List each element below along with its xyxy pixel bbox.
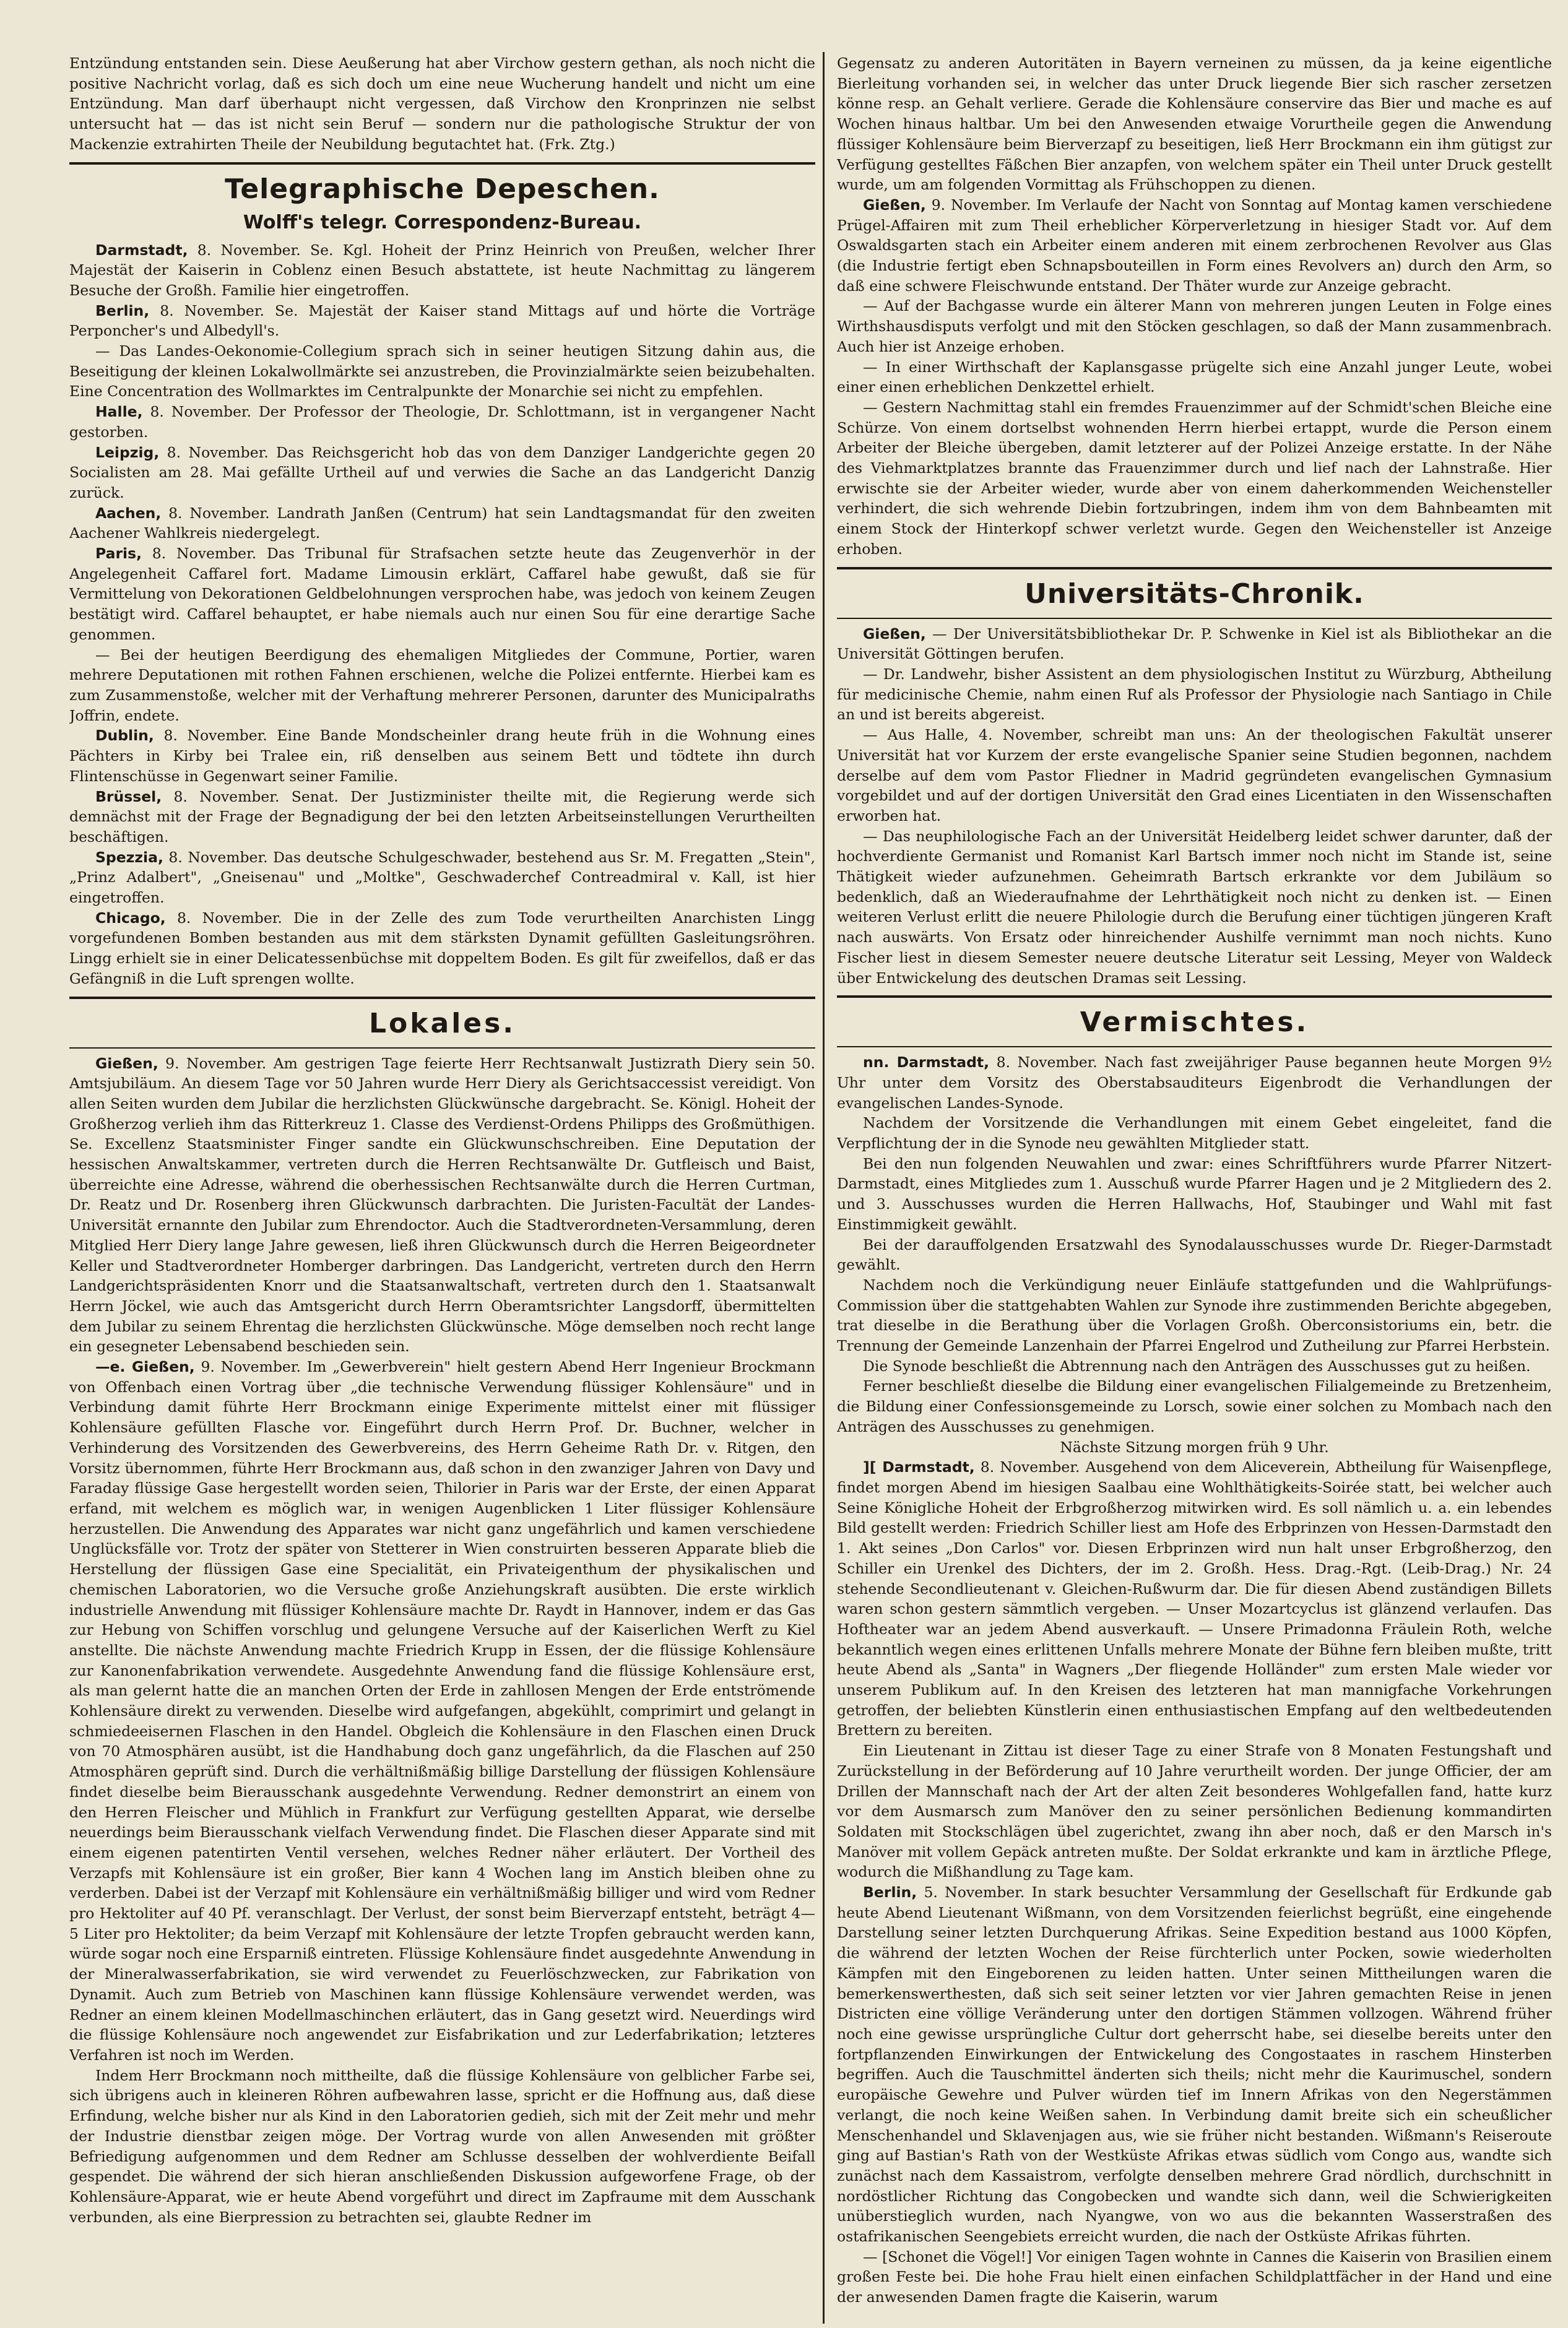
dateline: Gießen, bbox=[863, 196, 926, 214]
dateline: Halle, bbox=[95, 403, 143, 421]
article-paragraph bbox=[837, 195, 1552, 296]
paragraph-text: 8. November. Eine Bande Mondscheinler drang heute früh in die Wohnung eines Pächters in Kirby bei Tralee ein, riß denselben aus seinem Bett und tödtete ihn durch Flintenschüsse in Gegenwart seiner Familie. bbox=[69, 727, 815, 785]
paragraph-text: — Aus Halle, 4. November, schreibt man uns: An der theologischen Fakultät unserer Universität hat vor Kurzem der erste evangelische Spanier seine Studien begonnen, nachdem derselbe auf dem vom Pastor Fliedner in Madrid gegründeten evangelischen Gymnasium vorgebildet und auf der dortigen Universität den Grad eines Licentiaten in den Wissenschaften erworben hat. bbox=[837, 726, 1552, 824]
vermischtes-heading: Vermischtes. bbox=[1080, 1006, 1309, 1039]
section-divider bbox=[837, 618, 1552, 619]
article-paragraph bbox=[69, 53, 815, 155]
paragraph-text: 8. November. Landrath Janßen (Centrum) hat sein Landtagsmandat für den zweiten Aachener Wahlkreis niedergelegt. bbox=[69, 504, 815, 542]
article-paragraph bbox=[837, 53, 1552, 195]
article-paragraph bbox=[69, 402, 815, 442]
dateline: Berlin, bbox=[95, 301, 150, 319]
telegraph-section bbox=[69, 240, 815, 989]
article-paragraph bbox=[69, 847, 815, 908]
article-paragraph bbox=[837, 664, 1552, 725]
paragraph-text: 8. November. Ausgehend von dem Aliceverein, Abtheilung für Waisenpflege, findet morgen Abend im hiesigen Saalbau eine Wohlthätigkeits-Soirée statt, bei welcher auch Seine Königliche Hoheit der Erbgroßherzog mitwirken wird. Es soll nämlich u. a. ein lebendes Bild gestellt werden: Friedrich Schiller liest am Hofe des Erbprinzen von Hessen-Darmstadt den 1. Akt seines „Don Carlos" vor. Diesen Erbprinzen wird nun halt unser Erbgroßherzog, den Schiller ein Urenkel des Dichters, der im 2. Großh. Hess. Drag.-Rgt. (Leib-Drag.) Nr. 24 stehende Secondlieutenant v. Gleichen-Rußwurm dar. Die für diesen Abend zuständigen Billets waren schon gestern sämmtlich vergeben. — Unser Mozartcyclus ist glänzend verlaufen. Das Hoftheater war an jedem Abend ausverkauft. — Unsere Primadonna Fräulein Roth, welche bekanntlich wegen eines erlittenen Unfalls mehrere Monate der Bühne fern bleiben mußte, tritt heute Abend als „Santa" in Wagners „Der fliegende Holländer" zum ersten Male wieder vor unserem Publikum auf. In den Kreisen des letzteren hat man mannigfache Vorkehrungen getroffen, der beliebten Künstlerin einen enthusiastischen Empfang auf den weltbedeutenden Brettern zu bereiten. bbox=[837, 1458, 1552, 1739]
dateline: Gießen, bbox=[95, 1054, 158, 1072]
article-paragraph bbox=[837, 1275, 1552, 1356]
paragraph-text: Nachdem der Vorsitzende die Verhandlungen mit einem Gebet eingeleitet, fand die Verpflichtung der in die Synode neu gewählten Mitglieder statt. bbox=[837, 1114, 1552, 1153]
article-paragraph bbox=[837, 1356, 1552, 1377]
dateline: Berlin, bbox=[863, 1884, 917, 1902]
section-divider bbox=[69, 1047, 815, 1049]
telegraph-heading: Telegraphische Depeschen. bbox=[225, 173, 660, 205]
article-paragraph bbox=[69, 543, 815, 645]
article-paragraph bbox=[837, 1376, 1552, 1437]
article-paragraph bbox=[837, 1882, 1552, 2247]
paragraph-text: — Das neuphilologische Fach an der Universität Heidelberg leidet schwer darunter, daß der hochverdiente Germanist und Romanist Karl Bartsch immer noch nicht im Stande ist, seine Thätigkeit wieder aufzunehmen. Geheimrath Bartsch erkrankte vor dem Jubiläum so bedenklich, daß an Wiederaufnahme der Lehrthätigkeit noch nicht zu denken ist. — Einen weiteren Verlust erlitt die neuere Philologie durch die Berufung einer tüchtigen jüngeren Kraft nach auswärts. Von Ersatz oder hinreichender Aushilfe vernimmt man noch nichts. Kuno Fischer liest in diesem Semester neuere deutsche Literatur seit Lessing, Meyer von Waldeck über Entwickelung des deutschen Dramas seit Lessing. bbox=[837, 827, 1552, 987]
paragraph-text: Nachdem noch die Verkündigung neuer Einläufe stattgefunden und die Wahlprüfungs-Commission über die stattgehabten Wahlen zur Synode ihre zustimmenden Berichte abgegeben, trat dieselbe in die Berathung über die Vorlagen Großh. Oberconsistoriums ein, betr. die Trennung der Gemeinde Lanzenhain der Pfarrei Engelrod und Zutheilung zur Pfarrei Herbstein. bbox=[837, 1276, 1552, 1355]
paragraph-text: — Bei der heutigen Beerdigung des ehemaligen Mitgliedes der Commune, Portier, waren mehrere Deputationen mit rothen Fahnen erschienen, welche die Polizei entfernte. Hierbei kam es zum Zusammenstoße, welcher mit der Verhaftung mehrerer Personen, darunter des Municipalraths Joffrin, endete. bbox=[69, 646, 815, 724]
paragraph-text: 9. November. Am gestrigen Tage feierte Herr Rechtsanwalt Justizrath Diery sein 50. Amtsjubiläum. An diesem Tage vor 50 Jahren wurde Herr Diery als Gerichtsaccessist vereidigt. Von allen Seiten wurden dem Jubilar die herzlichsten Glückwünsche dargebracht. Se. Königl. Hoheit der Großherzog verlieh ihm das Ritterkreuz 1. Classe des Verdienst-Ordens Philipps des Großmüthigen. Se. Excellenz Staatsminister Finger sandte ein Glückwunschschreiben. Eine Deputation der hessischen Anwaltskammer, vertreten durch die Herren Rechtsanwälte Dr. Gutfleisch und Baist, überreichte eine Adresse, während die oberhessischen Rechtsanwälte durch die Herren Curtman, Dr. Reatz und Dr. Rosenberg ihren Glückwunsch darbrachten. Die Juristen-Facultät der Landes-Universität ernannte den Jubilar zum Ehrendoctor. Auch die Stadtverordneten-Versammlung, deren Mitglied Herr Diery lange Jahre gewesen, ließ ihren Glückwunsch durch die Herren Beigeordneter Keller und Stadtverordneter Homberger darbringen. Das Landgericht, vertreten durch den Herrn Landgerichtspräsidenten Knorr und die Staatsanwaltschaft, vertreten durch den 1. Staatsanwalt Herrn Jöckel, wie auch das Amtsgericht durch Herrn Oberamtsrichter Langsdorff, übermittelten dem Jubilar zu seinem Ehrentag die herzlichsten Glückwünsche. Möge demselben noch recht lange ein gesegneter Lebensabend beschieden sein. bbox=[69, 1054, 815, 1356]
dateline: nn. Darmstadt, bbox=[863, 1054, 990, 1071]
article-paragraph bbox=[837, 357, 1552, 397]
article-paragraph bbox=[69, 645, 815, 726]
column-rule bbox=[823, 52, 825, 2324]
article-paragraph bbox=[69, 1054, 815, 1357]
paragraph-text: 8. November. Der Professor der Theologie, Dr. Schlottmann, ist in vergangener Nacht gestorben. bbox=[69, 403, 815, 441]
article-paragraph bbox=[837, 1052, 1552, 1113]
paragraph-text: Bei der darauffolgenden Ersatzwahl des Synodalausschusses wurde Dr. Rieger-Darmstadt gewählt. bbox=[837, 1235, 1552, 1274]
paragraph-text: — Der Universitätsbibliothekar Dr. P. Schwenke in Kiel ist als Bibliothekar an die Universität Göttingen berufen. bbox=[837, 625, 1552, 663]
dateline: —e. Gießen, bbox=[95, 1358, 195, 1376]
article-paragraph bbox=[69, 240, 815, 301]
dateline: Dublin, bbox=[95, 727, 154, 745]
article-paragraph bbox=[69, 301, 815, 341]
intro-article bbox=[69, 53, 815, 155]
dateline: Chicago, bbox=[95, 909, 166, 927]
paragraph-text: 8. November. Das Tribunal für Strafsachen setzte heute das Zeugenverhör in der Angelegenheit Caffarel fort. Madame Limousin erklärt, Caffarel habe gewußt, daß sie für Vermittelung von Dekorationen Geldbelohnungen versprochen habe, was jedoch von keinem Zeugen bestätigt wird. Caffarel behauptet, er habe niemals auch nur einen Sou für eine derartige Sache genommen. bbox=[69, 545, 815, 643]
paragraph-text: — Das Landes-Oekonomie-Collegium sprach sich in seiner heutigen Sitzung dahin aus, die Beseitigung der kleinen Lokalwollmärkte sei anzustreben, die Provinzialmärkte seien beizubehalten. Eine Concentration des Wollmarktes im Centralpunkte der Monarchie sei nicht zu empfehlen. bbox=[69, 342, 815, 400]
right-column bbox=[837, 53, 1552, 2316]
chronik-section bbox=[837, 624, 1552, 989]
article-paragraph bbox=[69, 725, 815, 786]
article-paragraph bbox=[837, 826, 1552, 989]
article-paragraph bbox=[837, 296, 1552, 357]
paragraph-text: 5. November. In stark besuchter Versammlung der Gesellschaft für Erdkunde gab heute Abend Lieutenant Wißmann, von dem Vorsitzenden feierlichst begrüßt, eine eingehende Darstellung seiner letzten Durchquerung Afrikas. Seine Expedition bestand aus 1000 Köpfen, die während der letzten Wochen der Reise fürchterlich unter Pocken, sowie wiederholten Kämpfen mit den Eingeborenen zu leiden hatten. Unter seinen Mittheilungen waren die bemerkenswerthesten, daß sich seit seiner letzten vor vier Jahren gemachten Reise in jenen Districten eine völlige Veränderung unter den dortigen Stämmen vollzogen. Während früher noch eine gewisse ursprüngliche Cultur dort geherrscht habe, sei dieselbe bereits unter den fortpflanzenden Einwirkungen der Entwickelung des Congostaates in raschem Hinsterben begriffen. Auch die Tauschmittel änderten sich theils; nicht mehr die Kaurimuschel, sondern europäische Gewehre und Pulver würden tief im Innern Afrikas von den Negerstämmen verlangt, die noch keine Weißen sahen. In Verbindung damit breite sich ein scheußlicher Menschenhandel und Sklavenjagen aus, wie sie früher nicht bestanden. Wißmann's Reiseroute ging auf Bastian's Rath von der Westküste Afrikas etwas südlich vom Congo aus, wandte sich zunächst nach dem Kassaistrom, verfolgte denselben mehrere Grad nördlich, durchschnitt in nordöstlicher Richtung das Congobecken und wandte sich dann, weil die Schwierigkeiten unüberstieglich wurden, nach Nyangwe, von wo aus die bekannten Wasserstraßen des ostafrikanischen Seengebiets erreicht wurden, die nach der Ostküste Afrikas führten. bbox=[837, 1884, 1552, 2246]
article-paragraph bbox=[69, 2066, 815, 2228]
article-paragraph bbox=[837, 624, 1552, 664]
article-paragraph bbox=[837, 2247, 1552, 2308]
paragraph-text: Die Synode beschließt die Abtrennung nach den Anträgen des Ausschusses gut zu heißen. bbox=[863, 1357, 1531, 1375]
paragraph-text: Bei den nun folgenden Neuwahlen und zwar: eines Schriftführers wurde Pfarrer Nitzert-Darmstadt, eines Mitgliedes zum 1. Ausschuß wurde Pfarrer Hagen und je 2 Mitgliedern des 2. und 3. Ausschusses wurden die Herren Hallwachs, Hof, Staubinger und Wahl mit fast Einstimmigkeit gewählt. bbox=[837, 1154, 1552, 1233]
paragraph-text: Indem Herr Brockmann noch mittheilte, daß die flüssige Kohlensäure von gelblicher Farbe sei, sich übrigens auch in kleineren Röhren aufbewahren lasse, spricht er die Hoffnung aus, daß diese Erfindung, welche bisher nur als Kind in den Laboratorien gedieh, sich mit der Zeit mehr und mehr der Industrie dienstbar zeigen möge. Der Vortrag wurde von allen Anwesenden mit größter Befriedigung aufgenommen und dem Redner am Schlusse desselben der wohlverdiente Beifall gespendet. Die während der sich hieran anschließenden Diskussion aufgeworfene Frage, ob der Kohlensäure-Apparat, wie er heute Abend vorgeführt und direct im Zapfraume mit dem Ausschank verbunden, als eine Bierpression zu betrachten sei, glaubte Redner im bbox=[69, 2066, 815, 2226]
section-divider bbox=[837, 995, 1552, 998]
article-paragraph bbox=[69, 503, 815, 543]
paragraph-text: Gegensatz zu anderen Autoritäten in Bayern verneinen zu müssen, da ja keine eigentliche Bierleitung vorhanden sei, in welcher das unter Druck liegende Bier sich rascher zersetzen könne resp. an Gehalt verliere. Gerade die Kohlensäure conservire das Bier und mache es auf Wochen hinaus haltbar. Um bei den Anwesenden etwaige Vorurtheile gegen die Anwendung flüssiger Kohlensäure beim Bierverzapf zu beseitigen, ließ Herr Brockmann ein ihm gütigst zur Verfügung gestelltes Fäßchen Bier anzapfen, von welchem später ein Theil unter Druck gestellt wurde, um am folgenden Vormittag als Frühschoppen zu dienen. bbox=[837, 54, 1552, 194]
dateline: Gießen, bbox=[863, 625, 926, 643]
article-paragraph bbox=[837, 1437, 1552, 1458]
dateline: Leipzig, bbox=[95, 443, 160, 461]
dateline: Darmstadt, bbox=[95, 241, 188, 259]
paragraph-text: 8. November. Die in der Zelle des zum Tode verurtheilten Anarchisten Lingg vorgefundenen Bomben bestanden aus mit dem stärksten Dynamit gefüllten Gasleitungsröhren. Lingg erhielt sie in einer Delicatessenbüchse mit doppeltem Boden. Es gilt für zweifellos, daß er das Gefängniß in die Luft sprengen wollte. bbox=[69, 909, 815, 987]
paragraph-text: — [Schonet die Vögel!] Vor einigen Tagen wohnte in Cannes die Kaiserin von Brasilien einem großen Feste bei. Die hohe Frau hielt einen einfachen Schildplattfächer in der Hand und eine der anwesenden Damen fragte die Kaiserin, warum bbox=[837, 2248, 1552, 2306]
lokales-heading: Lokales. bbox=[368, 1007, 516, 1039]
paragraph-text: — Gestern Nachmittag stahl ein fremdes Frauenzimmer auf der Schmidt'schen Bleiche eine Schürze. Von einem dortselbst wohnenden Herrn hierbei ertappt, wurde die Person einem Arbeiter der Bleiche übergeben, damit letzterer auf der Polizei Anzeige erstatte. In der Nähe des Viehmarktplatzes brannte das Frauenzimmer durch und lief nach der Lahnstraße. Hier erwischte sie der Arbeiter wieder, wurde aber von einem daherkommenden Weichensteller verhindert, die sich wehrende Diebin fortzubringen, indem ihm von dem Bahnbeamten mit einem Stock der Hinterkopf schwer verletzt wurde. Gegen den Weichensteller ist Anzeige erhoben. bbox=[837, 398, 1552, 558]
article-paragraph bbox=[69, 341, 815, 402]
article-paragraph bbox=[837, 397, 1552, 560]
dateline: ][ Darmstadt, bbox=[863, 1458, 975, 1476]
dateline: Brüssel, bbox=[95, 787, 162, 805]
paragraph-text: Nächste Sitzung morgen früh 9 Uhr. bbox=[1060, 1438, 1329, 1456]
dateline: Spezzia, bbox=[95, 848, 163, 866]
paragraph-text: 8. November. Nach fast zweijähriger Pause begannen heute Morgen 9½ Uhr unter dem Vorsitz des Oberstabsauditeurs Eigenbrodt die Verhandlungen der evangelischen Landes-Synode. bbox=[837, 1054, 1552, 1112]
lokales-section bbox=[69, 1054, 815, 2228]
paragraph-text: 8. November. Senat. Der Justizminister theilte mit, die Regierung werde sich demnächst mit der Frage der Begnadigung der bei den letzten Arbeitseinstellungen Verurtheilten beschäftigen. bbox=[69, 787, 815, 846]
article-paragraph bbox=[837, 1741, 1552, 1882]
paragraph-text: — Dr. Landwehr, bisher Assistent an dem physiologischen Institut zu Würzburg, Abtheilung für medicinische Chemie, nahm einen Ruf als Professor der Physiologie nach Santiago in Chile an und ist bereits abgereist. bbox=[837, 665, 1552, 724]
paragraph-text: — Auf der Bachgasse wurde ein älterer Mann von mehreren jungen Leuten in Folge eines Wirthshausdisputs verfolgt und mit den Stöcken geschlagen, so daß der Mann zusammenbrach. Auch hier ist Anzeige erhoben. bbox=[837, 297, 1552, 355]
paragraph-text: 9. November. Im „Gewerbverein" hielt gestern Abend Herr Ingenieur Brockmann von Offenbach einen Vortrag über „die technische Verwendung flüssiger Kohlensäure" und in Verbindung damit führte Herr Brockmann einige Experimente mittelst einer mit flüssiger Kohlensäure gefüllten Flasche vor. Eingeführt durch Herrn Prof. Dr. Buchner, welcher in Verhinderung des Vorsitzenden des Gewerbvereins, des Herrn Geheime Rath Dr. v. Ritgen, den Vorsitz übernommen, führte Herr Brockmann aus, daß schon in den zwanziger Jahren von Davy und Faraday flüssige Gase hergestellt worden seien, Thilorier in Paris war der Erste, der einen Apparat erfand, mit welchem es möglich war, in wenigen Augenblicken 1 Liter flüssiger Kohlensäure herzustellen. Die Anwendung des Apparates war nicht ganz ungefährlich und kamen verschiedene Unglücksfälle vor. Trotz der später von Stetterer in Wien construirten besseren Apparate blieb die Herstellung der flüssigen Gase eine Specialität, ein Privateigenthum der physikalischen und chemischen Laboratorien, wo die Versuche große Anziehungskraft ausübten. Die erste wirklich industrielle Anwendung mit flüssiger Kohlensäure machte Dr. Raydt in Hannover, indem er das Gas zur Hebung von Schiffen vorschlug und gelungene Versuche auf der Kaiserlichen Werft zu Kiel anstellte. Die nächste Anwendung machte Friedrich Krupp in Essen, der die flüssige Kohlensäure zur Kanonenfabrikation verwendete. Ausgedehnte Anwendung fand die flüssige Kohlensäure erst, als man gelernt hatte die an manchen Orten der Erde in zahllosen Mengen der Erde entströmende Kohlensäure direkt zu verwenden. Dieselbe wird aufgefangen, abgekühlt, comprimirt und gelangt in schmiedeeisernen Flaschen in den Handel. Obgleich die Kohlensäure in den Flaschen einen Druck von 70 Atmosphären ausübt, ist die Handhabung doch ganz ungefährlich, da die Flaschen auf 250 Atmosphären geprüft sind. Durch die verhältnißmäßig billige Darstellung der flüssigen Kohlensäure findet dieselbe beim Bierausschank ausgedehnte Verwendung. Redner demonstrirt an einem von den Herren Fleischer und Mühlich in Frankfurt zur Verfügung gestellten Apparat, wie derselbe neuerdings beim Bierausschank vielfach Verwendung findet. Die Flaschen dieser Apparate sind mit einem eigenen patentirten Ventil versehen, welches Redner näher erläutert. Der Vortheil des Verzapfs mit Kohlensäure ist ein großer, Bier kann 4 Wochen lang im Anstich bleiben ohne zu verderben. Dabei ist der Verzapf mit Kohlensäure ein verhältnißmäßig billiger und wird vom Redner pro Hektoliter auf 40 Pf. veranschlagt. Der Verlust, der sonst beim Bierverzapf entsteht, beträgt 4—5 Liter pro Hektoliter; da beim Verzapf mit Kohlensäure der letzte Tropfen gebraucht werden kann, würde sogar noch eine Ersparniß eintreten. Flüssige Kohlensäure findet ausgedehnte Anwendung in der Mineralwasserfabrikation, sie wird verwendet zu Feuerlöschzwecken, zur Fabrikation von Dynamit. Auch zum Betrieb von Maschinen kann flüssige Kohlensäure verwendet werden, was Redner an einem kleinen Modellmaschinchen erläutert, das in Gang gesetzt wird. Neuerdings wird die flüssige Kohlensäure noch angewendet zur Eisfabrikation und zur Lederfabrikation; letzteres Verfahren ist noch im Werden. bbox=[69, 1358, 815, 2064]
paragraph-text: 8. November. Das deutsche Schulgeschwader, bestehend aus Sr. M. Fregatten „Stein", „Prinz Adalbert", „Gneisenau" und „Moltke", Geschwaderchef Contreadmiral v. Kall, ist hier eingetroffen. bbox=[69, 848, 815, 907]
paragraph-text: Entzündung entstanden sein. Diese Aeußerung hat aber Virchow gestern gethan, als noch nicht die positive Nachricht vorlag, daß es sich doch um eine neue Wucherung handelt und nicht um eine Entzündung. Man darf überhaupt nicht vergessen, daß Virchow den Kronprinzen nie selbst untersucht hat — das ist nicht sein Beruf — sondern nur die pathologische Struktur der von Mackenzie extrahirten Theile der Neubildung begutachtet hat. (Frk. Ztg.) bbox=[69, 54, 815, 153]
article-paragraph bbox=[837, 725, 1552, 826]
article-paragraph bbox=[69, 787, 815, 847]
chronik-heading: Universitäts-Chronik. bbox=[1024, 578, 1364, 610]
section-divider bbox=[837, 567, 1552, 569]
paragraph-text: 8. November. Das Reichsgericht hob das von dem Danziger Landgerichte gegen 20 Socialisten am 28. Mai gefällte Urtheil auf und verwies die Sache an das Landgericht Danzig zurück. bbox=[69, 443, 815, 501]
telegraph-subheading: Wolff's telegr. Correspondenz-Bureau. bbox=[243, 211, 642, 233]
article-paragraph bbox=[837, 1154, 1552, 1235]
paragraph-text: 8. November. Se. Majestät der Kaiser stand Mittags auf und hörte die Vorträge Perponcher's und Albedyll's. bbox=[69, 301, 815, 340]
article-paragraph bbox=[69, 908, 815, 989]
article-paragraph bbox=[837, 1113, 1552, 1153]
paragraph-text: Ferner beschließt dieselbe die Bildung einer evangelischen Filialgemeinde zu Bretzenheim, die Bildung einer Confessionsgemeinde zu Lorsch, sowie einer solchen zu Mombach nach den Anträgen des Ausschusses zu genehmigen. bbox=[837, 1377, 1552, 1435]
article-paragraph bbox=[837, 1235, 1552, 1275]
dateline: Aachen, bbox=[95, 504, 162, 522]
paragraph-text: 9. November. Im Verlaufe der Nacht von Sonntag auf Montag kamen verschiedene Prügel-Affairen mit zum Theil erheblicher Körperverletzung in hiesiger Stadt vor. Auf dem Oswaldsgarten stach ein Arbeiter einem anderen mit einem zerbrochenen Revolver aus Glas (die Industrie fertigt eben Schnapsbouteillen in Form eines Revolvers an) durch den Arm, so daß eine schwere Fleischwunde entstand. Der Thäter wurde zur Anzeige gebracht. bbox=[837, 196, 1552, 295]
continued-articles bbox=[837, 53, 1552, 560]
section-divider bbox=[69, 162, 815, 165]
vermischtes-section bbox=[837, 1052, 1552, 2308]
dateline: Paris, bbox=[95, 545, 142, 563]
article-paragraph bbox=[69, 1357, 815, 2066]
article-paragraph bbox=[69, 443, 815, 503]
paragraph-text: — In einer Wirthschaft der Kaplansgasse prügelte sich eine Anzahl junger Leute, wobei einer einen erheblichen Denkzettel erhielt. bbox=[837, 358, 1552, 396]
left-column bbox=[69, 53, 815, 2316]
section-divider bbox=[69, 997, 815, 999]
paragraph-text: 8. November. Se. Kgl. Hoheit der Prinz Heinrich von Preußen, welcher Ihrer Majestät der Kaiserin in Coblenz einen Besuch abstattete, ist heute Nachmittag zu längerem Besuche der Großh. Familie hier eingetroffen. bbox=[69, 241, 815, 299]
article-paragraph bbox=[837, 1457, 1552, 1741]
paragraph-text: Ein Lieutenant in Zittau ist dieser Tage zu einer Strafe von 8 Monaten Festungshaft und Zurückstellung in der Beförderung auf 10 Jahre verurtheilt worden. Der junge Officier, der am Drillen der Mannschaft nach der Art der alten Zeit besonderes Wohlgefallen fand, hatte kurz vor dem Ausmarsch zum Manöver den zu seiner persönlichen Bedienung kommandirten Soldaten mit Stockschlägen übel zugerichtet, zwang ihn aber noch, daß er den Marsch in's Manöver mit vollem Gepäck antreten mußte. Der Soldat erkrankte und kam in ärztliche Pflege, wodurch die Mißhandlung zu Tage kam. bbox=[837, 1742, 1552, 1881]
section-divider bbox=[837, 1046, 1552, 1047]
